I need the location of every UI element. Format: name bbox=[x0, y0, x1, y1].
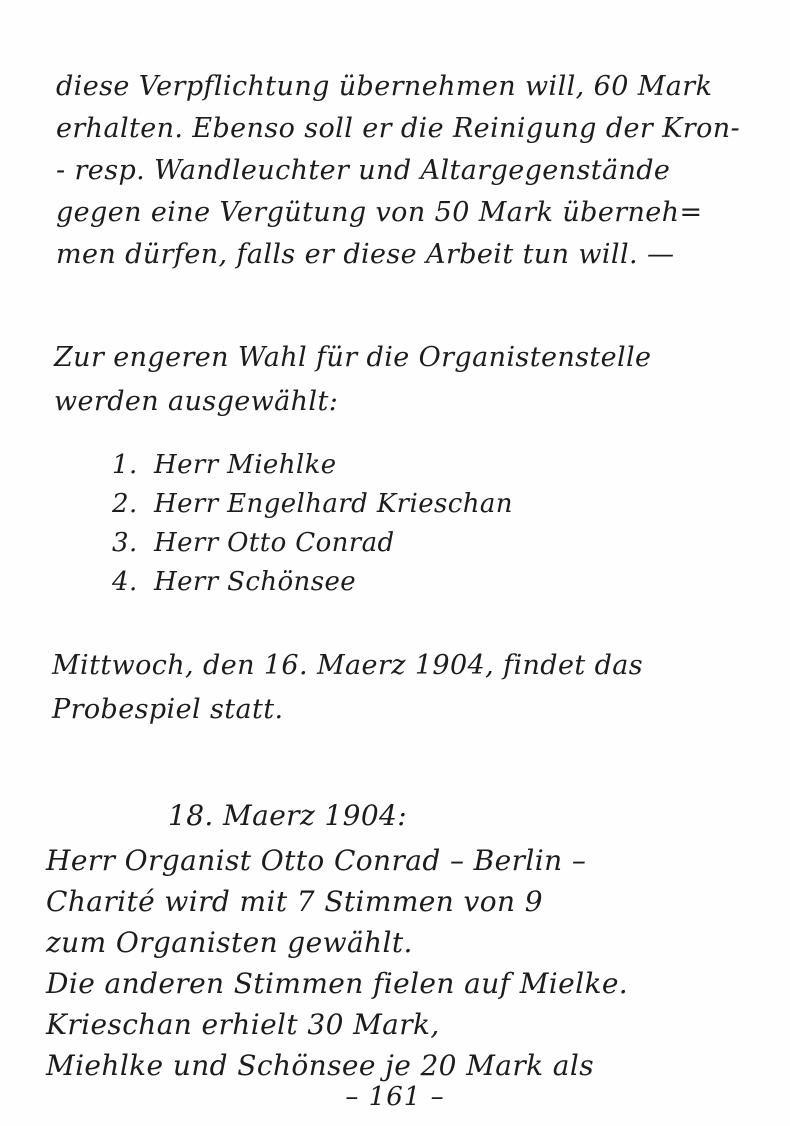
list-item bbox=[112, 524, 513, 563]
handwritten-line: Krieschan erhielt 30 Mark, bbox=[46, 1008, 440, 1041]
handwritten-line: Charité wird mit 7 Stimmen von 9 bbox=[46, 885, 543, 918]
list-item-number: 2. bbox=[112, 489, 138, 519]
election-result bbox=[46, 840, 628, 1086]
handwritten-line: Mittwoch, den 16. Maerz 1904, findet das bbox=[52, 650, 644, 681]
handwritten-line: diese Verpflichtung übernehmen will, 60 Mark bbox=[56, 71, 713, 102]
election-intro bbox=[54, 336, 651, 424]
list-item-name: Herr Otto Conrad bbox=[154, 528, 395, 558]
list-item-number: 3. bbox=[112, 528, 138, 558]
page-number: – 161 – bbox=[345, 1082, 445, 1112]
candidate-list bbox=[112, 446, 513, 602]
handwritten-line: - resp. Wandleuchter und Altargegenstände bbox=[56, 155, 671, 186]
handwritten-line: Die anderen Stimmen fielen auf Mielke. bbox=[46, 967, 629, 1000]
handwritten-line: werden ausgewählt: bbox=[54, 386, 339, 417]
probespiel-note bbox=[52, 644, 643, 732]
handwritten-line: erhalten. Ebenso soll er die Reinigung der Kron- bbox=[56, 113, 741, 144]
handwritten-line: Miehlke und Schönsee je 20 Mark als bbox=[46, 1049, 595, 1082]
list-item-name: Herr Engelhard Krieschan bbox=[154, 489, 513, 519]
handwritten-line: zum Organisten gewählt. bbox=[46, 926, 413, 959]
list-item bbox=[112, 563, 513, 602]
handwritten-line: men dürfen, falls er diese Arbeit tun will. — bbox=[56, 239, 675, 270]
list-item-name: Herr Schönsee bbox=[154, 567, 357, 597]
entry-date-heading: 18. Maerz 1904: bbox=[168, 799, 408, 832]
list-item-number: 4. bbox=[112, 567, 138, 597]
list-item bbox=[112, 485, 513, 524]
handwritten-line: Probespiel statt. bbox=[52, 694, 284, 725]
handwritten-line: gegen eine Vergütung von 50 Mark überneh= bbox=[56, 197, 703, 228]
list-item bbox=[112, 446, 513, 485]
handwritten-line: Zur engeren Wahl für die Organistenstelle bbox=[54, 342, 652, 373]
handwritten-line: Herr Organist Otto Conrad – Berlin – bbox=[46, 844, 587, 877]
list-item-number: 1. bbox=[112, 450, 138, 480]
list-item-name: Herr Miehlke bbox=[154, 450, 337, 480]
minutes-paragraph bbox=[56, 66, 740, 276]
